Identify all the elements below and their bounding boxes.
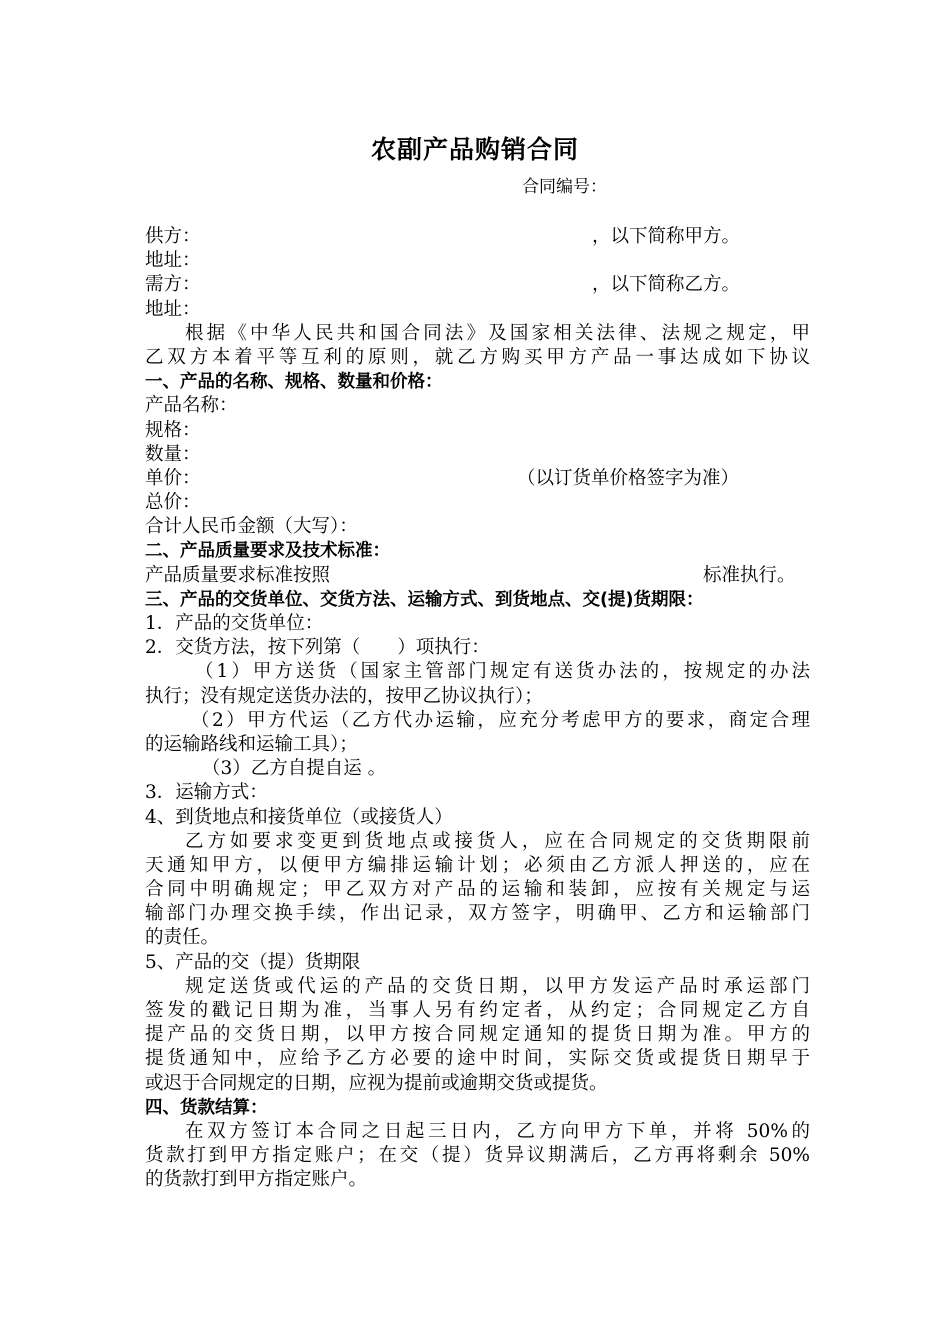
period-text-line-1: 规定送货或代运的产品的交货日期，以甲方发运产品时承运部门 xyxy=(185,975,810,997)
delivery-option-1-line-2: 执行；没有规定送货办法的，按甲乙协议执行）； xyxy=(145,685,543,707)
payment-text-line-3: 的货款打到甲方指定账户。 xyxy=(145,1169,368,1191)
quality-standard-left: 产品质量要求标准按照 xyxy=(145,564,331,586)
quality-standard-right: 标准执行。 xyxy=(703,564,796,586)
supplier-suffix: ，以下简称甲方。 xyxy=(592,226,741,247)
buyer-address-line xyxy=(145,298,810,322)
section3-heading: 三、产品的交货单位、交货方法、运输方式、到货地点、交(提)货期限： xyxy=(145,589,704,610)
delivery-period-item: 5、产品的交（提）货期限 xyxy=(145,951,361,973)
buyer-label: 需方： xyxy=(145,274,201,296)
arrival-place-item: 4、到货地点和接货单位（或接货人） xyxy=(145,806,453,828)
buyer-suffix: ，以下简称乙方。 xyxy=(592,274,741,296)
arrival-text-line-1: 乙方如要求变更到货地点或接货人，应在合同规定的交货期限前 xyxy=(185,830,810,852)
supplier-address-line xyxy=(145,249,810,273)
payment-text-line-2: 货款打到甲方指定账户；在交（提）货异议期满后，乙方再将剩余 50% xyxy=(145,1145,810,1167)
quality-standard-line xyxy=(145,564,810,588)
contract-number-label: 合同编号： xyxy=(522,177,607,197)
spec-label: 规格： xyxy=(145,419,201,441)
total-rmb-label: 合计人民币金额（大写）： xyxy=(145,516,358,538)
preamble-line-1: 根据《中华人民共和国合同法》及国家相关法律、法规之规定，甲 xyxy=(185,322,810,344)
unit-price-line xyxy=(145,467,810,491)
period-text-line-2: 签发的戳记日期为准，当事人另有约定者，从约定；合同规定乙方自 xyxy=(145,1000,810,1021)
quantity-label: 数量： xyxy=(145,443,201,465)
unit-price-note: （以订货单价格签字为准） xyxy=(517,467,740,489)
section2-heading: 二、产品质量要求及技术标准： xyxy=(145,541,390,562)
arrival-text-line-4: 输部门办理交换手续，作出记录，双方签字，明确甲、乙方和运输部门 xyxy=(145,903,810,925)
delivery-option-1-line-1: （1）甲方送货（国家主管部门规定有送货办法的，按规定的办法 xyxy=(195,661,810,683)
delivery-option-2-line-1: （2）甲方代运（乙方代办运输，应充分考虑甲方的要求，商定合理 xyxy=(191,709,810,731)
buyer-line xyxy=(145,273,810,297)
delivery-option-2-line-2: 的运输路线和运输工具）； xyxy=(145,733,358,755)
delivery-option-3: （3）乙方自提自运 。 xyxy=(202,758,387,780)
period-text-line-3: 提产品的交货日期，以甲方按合同规定通知的提货日期为准。甲方的 xyxy=(145,1024,810,1046)
product-name-label: 产品名称： xyxy=(145,395,238,417)
arrival-text-line-3: 合同中明确规定；甲乙双方对产品的运输和装卸，应按有关规定与运 xyxy=(145,879,810,901)
contract-body xyxy=(145,225,810,1193)
section1-heading: 一、产品的名称、规格、数量和价格： xyxy=(145,372,443,393)
total-price-label: 总价： xyxy=(145,492,201,514)
period-text-line-5: 或迟于合同规定的日期，应视为提前或逾期交货或提货。 xyxy=(145,1072,608,1094)
preamble-line-2: 乙双方本着平等互利的原则，就乙方购买甲方产品一事达成如下协议 xyxy=(145,346,810,368)
buyer-address-label: 地址： xyxy=(145,298,201,320)
unit-price-label: 单价： xyxy=(145,467,201,489)
supplier-label: 供方： xyxy=(145,226,201,247)
payment-text-line-1: 在双方签订本合同之日起三日内，乙方向甲方下单，并将 50%的 xyxy=(185,1120,810,1142)
delivery-method-item: 2．交货方法，按下列第（ ）项执行： xyxy=(145,637,490,659)
section4-heading: 四、货款结算： xyxy=(145,1097,268,1118)
delivery-unit-item: 1．产品的交货单位： xyxy=(145,613,324,634)
transport-method-item: 3．运输方式： xyxy=(145,782,268,804)
period-text-line-4: 提货通知中，应给予乙方必要的途中时间，实际交货或提货日期早于 xyxy=(145,1048,810,1070)
document-title: 农副产品购销合同 xyxy=(370,135,579,164)
arrival-text-line-2: 天通知甲方，以便甲方编排运输计划；必须由乙方派人押送的，应在 xyxy=(145,854,810,876)
supplier-line xyxy=(145,225,810,249)
arrival-text-line-5: 的责任。 xyxy=(145,927,220,949)
supplier-address-label: 地址： xyxy=(145,250,201,272)
